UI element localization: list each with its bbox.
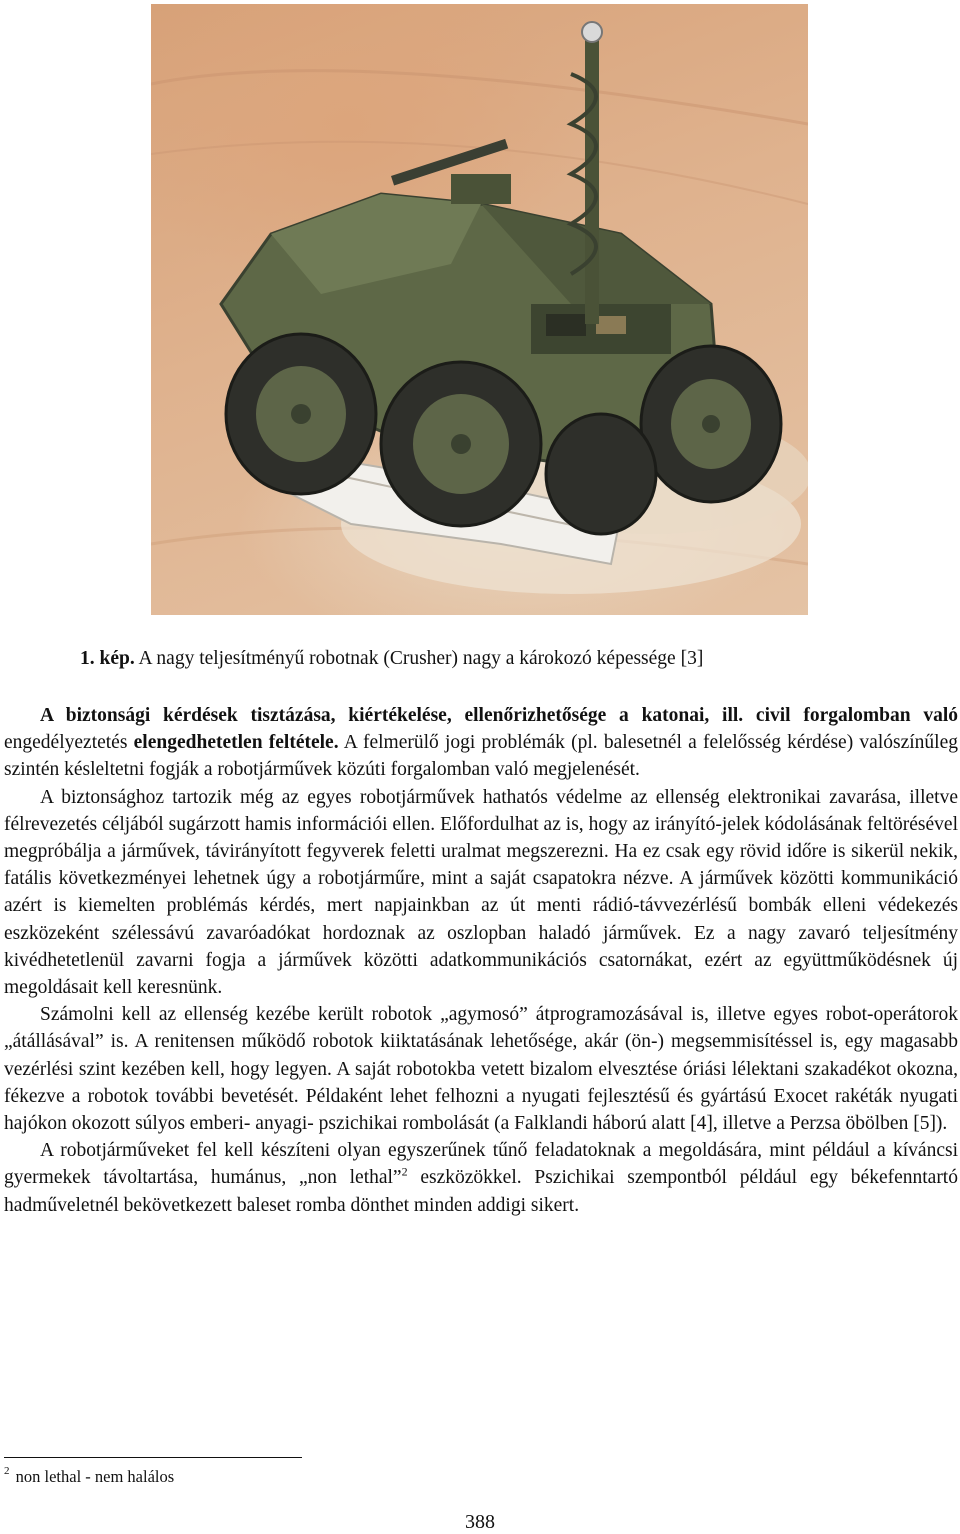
text-run: A felmerülő jogi problémák (pl. balesetnél a felelősség kérdése) valószínűleg szintén késleltetni fogják a robotjárművek közúti forgalomban való megjelenését. bbox=[4, 732, 958, 781]
caption-text: A nagy teljesítményű robotnak (Crusher) nagy a károkozó képessége [3] bbox=[134, 648, 704, 669]
footnote-text: non lethal - nem halálos bbox=[11, 1467, 175, 1486]
paragraph bbox=[4, 702, 958, 784]
footnote-separator bbox=[4, 1457, 302, 1458]
text-run: A biztonsági kérdések tisztázása, kiértékelése, ellenőrizhetősége a katonai, ill. civil forgalomban való bbox=[40, 705, 958, 726]
caption-label: 1. kép. bbox=[80, 648, 135, 669]
text-run: eszközökkel. Pszichikai szempontból például egy békefenntartó hadműveletnél bekövetkezett baleset romba dönthet minden addigi sikert. bbox=[4, 1167, 958, 1216]
text-run: engedélyeztetés bbox=[4, 732, 134, 754]
text-run: A robotjárműveket fel kell készíteni olyan egyszerűnek tűnő feladatoknak a megoldására, mint például a kíváncsi gyermekek távoltartása, humánus, „non lethal” bbox=[4, 1140, 958, 1189]
paragraph bbox=[4, 1001, 958, 1137]
footnote bbox=[4, 1466, 174, 1488]
text-run: A biztonsághoz tartozik még az egyes robotjárművek hathatós védelme az ellenség elektronikai zavarása, illetve félrevezetés céljából sugárzott hamis információi ellen. Előfordulhat az is, hogy az irányító-jelek kódolásának feltörésével megpróbálja a járművek, távirányított fegyverek feletti uralmat megszerezni. Ha ez csak egy rövid időre is sikerül nekik, fatális következményei lehetnek úgy a robotjárműre, mint a saját csapatokra nézve. A járművek közötti kommunikáció azért is kiemelten problémás kérdés, mert napjainkban az út menti rádió-távvezérlésű bombák elleni védekezés eszközeként szélessávú zavaróadókat hordoznak az oszlopban haladó járművek. Ez a nagy zavaró teljesítmény kivédhetetlenül zavarni fogja a járművek közötti adatkommunikációs csatornákat, ezért az együttműködésnek új megoldásait kell keresnünk. bbox=[4, 786, 958, 999]
figure-caption bbox=[80, 646, 900, 672]
paragraph bbox=[4, 1137, 958, 1219]
text-run: elengedhetetlen feltétele. bbox=[133, 732, 339, 754]
robot-vehicle-illustration bbox=[151, 4, 808, 615]
footnote-ref: 2 bbox=[401, 1164, 408, 1179]
footnote-marker: 2 bbox=[4, 1465, 10, 1477]
body-text bbox=[4, 702, 958, 1219]
figure-photo bbox=[151, 4, 808, 615]
text-run: Számolni kell az ellenség kezébe került robotok „agymosó” átprogramozásával is, illetve egyes robot-operátorok „átállásával” is. A renitensen működő robotok kiiktatásának lehetősége, akár (ön-) megsemmisítéssel is, egy magasabb vezérlési szint kezében kell, hogy legyen. A saját robotokba vetett bizalom elvesztése óriási lélektani szakadékot okozna, fékezve a robotok további bevetését. Példaként lehet felhozni a nyugati fejlesztésű és gyártású Exocet rakéták nyugati hajókon okozott súlyos emberi- anyagi- pszichikai rombolását (a Falklandi háború alatt [4], illetve a Perzsa öbölben [5]). bbox=[4, 1004, 958, 1135]
paragraph bbox=[4, 784, 958, 1002]
page-number: 388 bbox=[465, 1511, 495, 1533]
